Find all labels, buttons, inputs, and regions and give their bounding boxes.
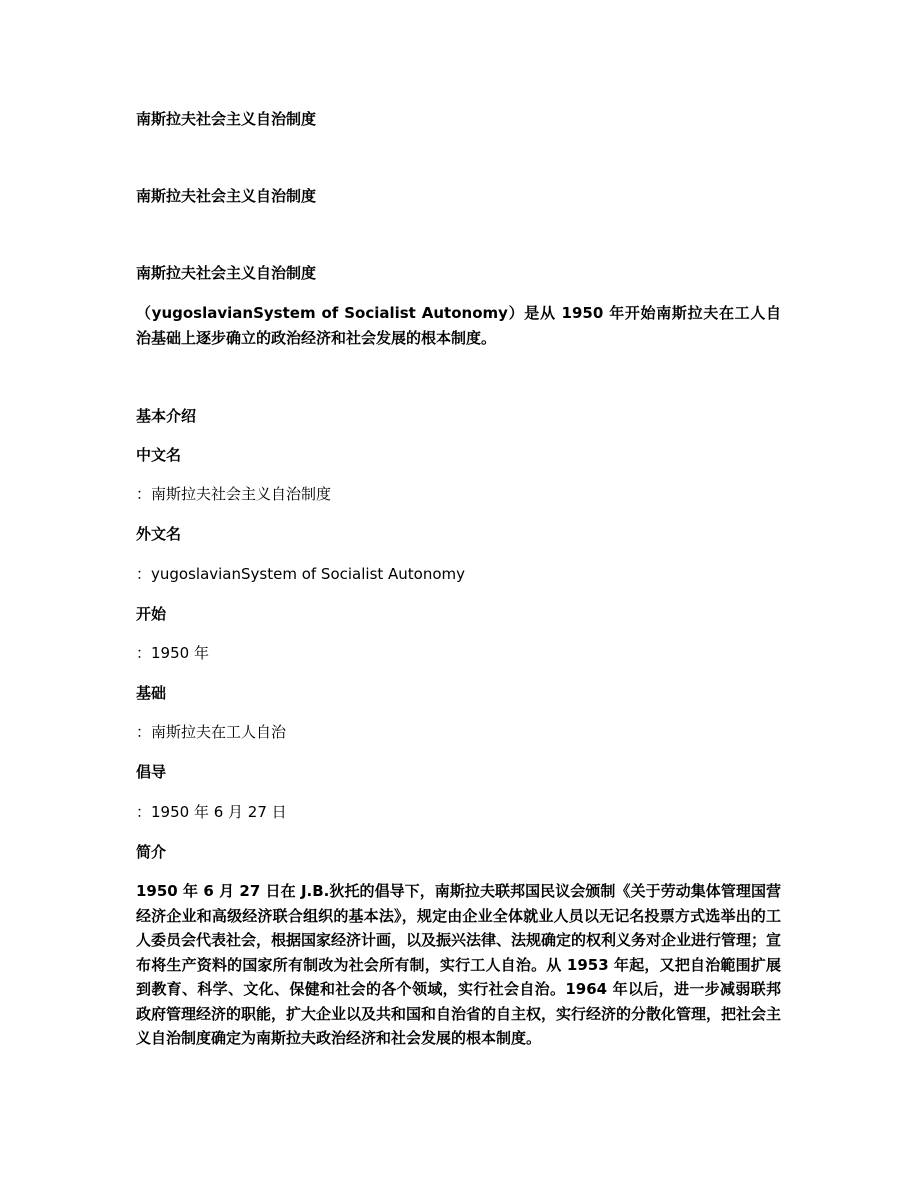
document-subtitle: 南斯拉夫社会主义自治制度 (136, 187, 317, 205)
field-value-start: ：1950 年 (136, 644, 209, 662)
field-value-foreign-name: ：yugoslavianSystem of Socialist Autonomy (136, 565, 466, 583)
field-label-start: 开始 (136, 605, 167, 623)
section-title: 南斯拉夫社会主义自治制度 (136, 264, 317, 282)
intro-paragraph: （yugoslavianSystem of Socialist Autonomy）是从 1950 年开始南斯拉夫在工人自治基础上逐步确立的政治经济和社会发展的根本制度。 (136, 304, 781, 347)
field-value-chinese-name: ：南斯拉夫社会主义自治制度 (136, 485, 332, 503)
field-label-basis: 基础 (136, 684, 167, 702)
field-label-foreign-name: 外文名 (136, 525, 182, 543)
field-value-advocated: ：1950 年 6 月 27 日 (136, 803, 287, 821)
basic-info-heading: 基本介绍 (136, 407, 197, 425)
summary-heading: 简介 (136, 843, 167, 861)
document-title: 南斯拉夫社会主义自治制度 (136, 110, 317, 128)
summary-paragraph: 1950 年 6 月 27 日在 J.B.狄托的倡导下，南斯拉夫联邦国民议会颁制《关于劳动集体管理国营经济企业和高级经济联合组织的基本法》，规定由企业全体就业人员以无记名投票方式选举出的工人委员会代表社会，根据国家经济计画，以及振兴法律、法规确定的权利义务对企业进行管理；宣布将生产资料的国家所有制改为社会所有制，实行工人自治。从 1953 年起，又把自治範围扩展到教育、科学、文化、保健和社会的各个领域，实行社会自治。1964 年以后，进一步减弱联邦政府管理经济的职能，扩大企业以及共和国和自治省的自主权，实行经济的分散化管理，把社会主义自治制度确定为南斯拉夫政治经济和社会发展的根本制度。 (136, 882, 782, 1047)
field-value-basis: ：南斯拉夫在工人自治 (136, 723, 287, 741)
field-label-chinese-name: 中文名 (136, 446, 182, 464)
field-label-advocated: 倡导 (136, 763, 167, 781)
